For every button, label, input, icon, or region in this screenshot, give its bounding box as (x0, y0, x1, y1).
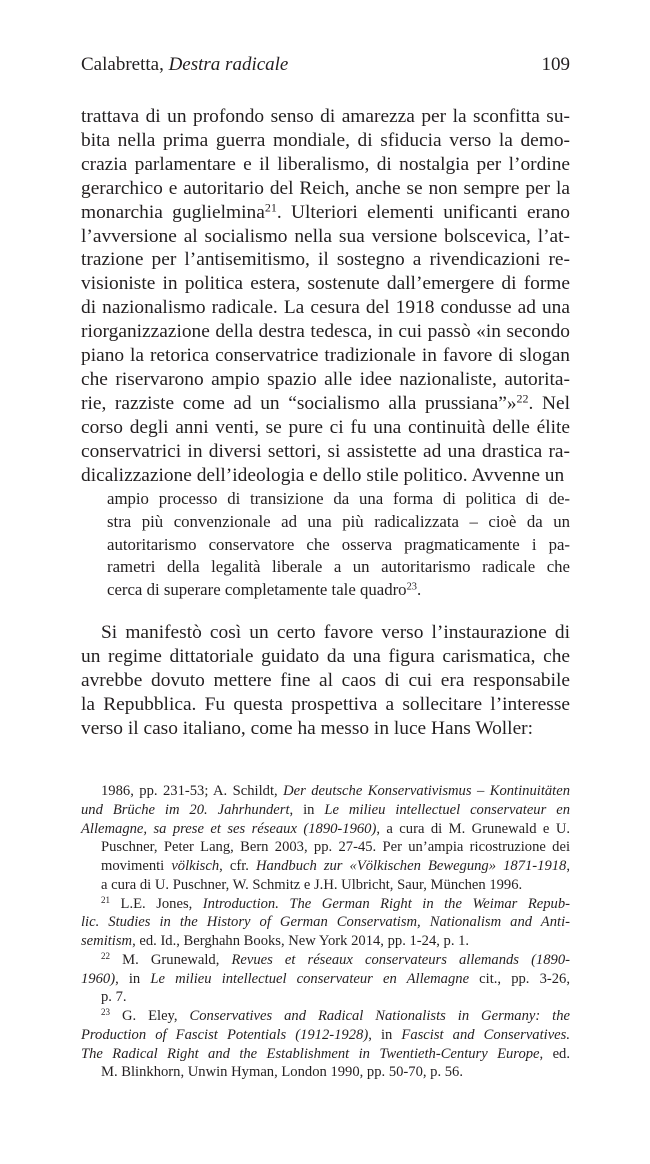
quote-line-1 (107, 512, 570, 532)
text-run: , (566, 858, 570, 874)
italic-run: völkisch (171, 858, 220, 874)
text-run: cerca di superare completamente tale quadro (107, 580, 407, 600)
italic-run: Revues et réseaux conservateurs allemands (1890- (231, 951, 570, 968)
footnote-marker: 23 (406, 581, 417, 593)
body-line-8 (81, 297, 570, 319)
body-line-5 (81, 226, 570, 248)
footnote-line-2 (81, 820, 570, 838)
italic-run: lic. Studies in the History of German Conservatism, Nationalism and Anti- (81, 914, 570, 931)
text-run: , in (289, 801, 325, 818)
text-run: , ed. Id., Berghahn Books, New York 2014, pp. 1-24, p. 1. (132, 933, 470, 949)
italic-run: semitism (81, 933, 133, 949)
footnote-line-11 (81, 988, 570, 1006)
footnote-marker: 23 (101, 1007, 111, 1018)
body-line-2 (81, 154, 570, 176)
footnote-line-13 (81, 1026, 570, 1044)
body-line-12 (81, 393, 570, 415)
quote-line-0 (107, 489, 570, 509)
body-line-4 (81, 199, 571, 224)
italic-run: 1960) (81, 970, 116, 987)
text-run: crazia parlamentare e il liberalismo, di nostalgia per l’ordine (81, 153, 570, 175)
footnote-line-15 (81, 1063, 570, 1081)
paragraph2-line-2 (81, 670, 570, 692)
text-run: conservatrici in diversi settori, si assistette ad una drastica ra- (81, 440, 570, 462)
text-run: la Repubblica. Fu questa prospettiva a sollecitare l’interesse (81, 694, 570, 715)
footnote-marker: 21 (264, 199, 277, 214)
text-run: 1986, pp. 231-53; A. Schildt, (101, 783, 284, 799)
body-line-6 (81, 249, 570, 271)
text-run: Si manifestò così un certo favore verso l’instaurazione di (101, 622, 570, 643)
footnote-marker: 22 (101, 950, 111, 961)
text-run: , ed. (539, 1045, 570, 1062)
text-run: corso degli anni venti, se pure ci fu una continuità delle élite (81, 416, 570, 438)
footnote-line-0 (81, 782, 570, 800)
quote-line-3 (107, 557, 570, 577)
paragraph2-line-4 (81, 718, 570, 740)
text-run: stra più convenzionale ad una più radicalizzata – cioè da un (107, 511, 570, 531)
footnote-line-12 (81, 1007, 570, 1025)
running-head-author: Calabretta, Destra radicale (81, 54, 289, 75)
footnote-line-6 (81, 895, 570, 913)
text-run: . Nel (528, 392, 570, 414)
text-run: . Ulteriori elementi unificanti erano (276, 201, 571, 223)
quote-line-2 (107, 535, 570, 555)
text-run: piano la retorica conservatrice tradizionale in favore di slogan (81, 345, 570, 366)
italic-run: Handbuch zur «Völkischen Bewegung» 1871-1918 (255, 858, 567, 874)
text-run: dicalizzazione dell’ideologia e dello stile politico. Avvenne un (81, 464, 565, 486)
text-run: G. Eley, (110, 1008, 190, 1024)
text-run: di nazionalismo radicale. La cesura del 1918 condusse ad una (81, 297, 570, 319)
italic-run: Le milieu intellectuel conservateur en Allemagne (150, 970, 470, 987)
text-run: trazione per l’antisemitismo, il sostegno a rivendicazioni re- (81, 249, 570, 271)
paragraph2-line-0 (81, 622, 570, 644)
footnote-line-3 (81, 838, 570, 856)
italic-run: Allemagne, sa prese et ses réseaux (1890-1960) (81, 820, 377, 837)
footnote-line-7 (81, 913, 570, 931)
italic-run: und Brüche im 20. Jahrhundert (81, 801, 290, 818)
italic-run: Production of Fascist Potentials (1912-1928) (81, 1026, 369, 1043)
quote-line-4 (107, 580, 570, 600)
footnote-line-8 (81, 932, 570, 950)
text-run: monarchia guglielmina (81, 201, 265, 223)
text-run: gerarchico e autoritario del Reich, anche se non sempre per la (81, 177, 570, 199)
page-number: 109 (541, 54, 570, 75)
text-run: l’avversione al socialismo nella sua versione bolscevica, l’at- (81, 225, 570, 247)
italic-run: Fascist and Conservatives. (401, 1026, 570, 1043)
body-line-11 (81, 369, 570, 391)
text-run: autoritarismo conservatore che osserva pragmaticamente i pa- (107, 534, 570, 554)
text-run: trattava di un profondo senso di amarezza per la sconfitta su- (81, 106, 570, 127)
text-run: , a cura di M. Grunewald e U. (376, 820, 571, 837)
italic-run: Der deutsche Konservativismus – Kontinuitäten (283, 783, 570, 799)
body-line-7 (81, 273, 570, 295)
body-line-13 (81, 417, 570, 439)
text-run: , cfr. (219, 858, 256, 874)
text-run: ampio processo di transizione da una forma di politica di de- (107, 489, 570, 508)
text-run: Puschner, Peter Lang, Bern 2003, pp. 27-45. Per un’ampia ricostruzione dei (101, 839, 570, 856)
body-line-9 (81, 321, 570, 343)
text-run: verso il caso italiano, come ha messo in luce Hans Woller: (81, 718, 534, 739)
footnote-line-4 (81, 857, 570, 875)
footnote-line-14 (81, 1045, 570, 1063)
text-run: bita nella prima guerra mondiale, di sfiducia verso la demo- (81, 129, 570, 151)
body-line-14 (81, 441, 570, 463)
footnote-line-10 (81, 970, 570, 988)
footnote-line-5 (81, 876, 570, 894)
footnote-line-9 (81, 951, 570, 969)
text-run: avrebbe dovuto mettere fine al caos di cui era responsabile (81, 670, 570, 691)
footnote-marker: 21 (101, 894, 111, 905)
body-line-1 (81, 130, 570, 152)
text-run: M. Grunewald, (110, 951, 232, 968)
running-head-title: Destra radicale (168, 54, 289, 75)
text-run: p. 7. (101, 989, 127, 1006)
text-run: movimenti (101, 858, 172, 874)
text-run: rie, razziste come ad un “socialismo alla prussiana”» (81, 392, 517, 414)
text-run: , in (368, 1026, 402, 1043)
text-run: riorganizzazione della destra tedesca, in cui passò «in secondo (81, 321, 570, 343)
text-run: cit., pp. 3-26, (469, 970, 570, 987)
italic-run: Introduction. The German Right in the Weimar Repub- (202, 895, 570, 912)
paragraph2-line-3 (81, 694, 570, 716)
text-run: a cura di U. Puschner, W. Schmitz e J.H. Ulbricht, Saur, München 1996. (101, 876, 523, 893)
footnote-marker: 22 (516, 391, 529, 406)
body-line-0 (81, 106, 570, 128)
text-run: visioniste in politica estera, sostenute dall’emergere di forme (81, 273, 570, 295)
body-line-15 (81, 465, 570, 487)
italic-run: Le milieu intellectuel conservateur en (324, 801, 570, 818)
text-run: un regime dittatoriale guidato da una figura carismatica, che (81, 646, 570, 667)
italic-run: The Radical Right and the Establishment in Twentieth-Century Europe (81, 1045, 540, 1062)
text-run: , in (115, 970, 151, 987)
paragraph2-line-1 (81, 646, 570, 668)
body-line-3 (81, 178, 570, 200)
text-run: L.E. Jones, (110, 895, 203, 912)
text-run: . (416, 580, 422, 600)
text-run: M. Blinkhorn, Unwin Hyman, London 1990, pp. 50-70, p. 56. (101, 1064, 463, 1081)
text-run: rametri della legalità liberale a un autoritarismo radicale che (107, 557, 570, 577)
footnote-line-1 (81, 801, 570, 819)
running-head (81, 52, 570, 78)
text-run: che riservarono ampio spazio alle idee nazionaliste, autorita- (81, 368, 570, 390)
body-line-10 (81, 345, 570, 367)
italic-run: Conservatives and Radical Nationalists in Germany: the (189, 1008, 570, 1024)
